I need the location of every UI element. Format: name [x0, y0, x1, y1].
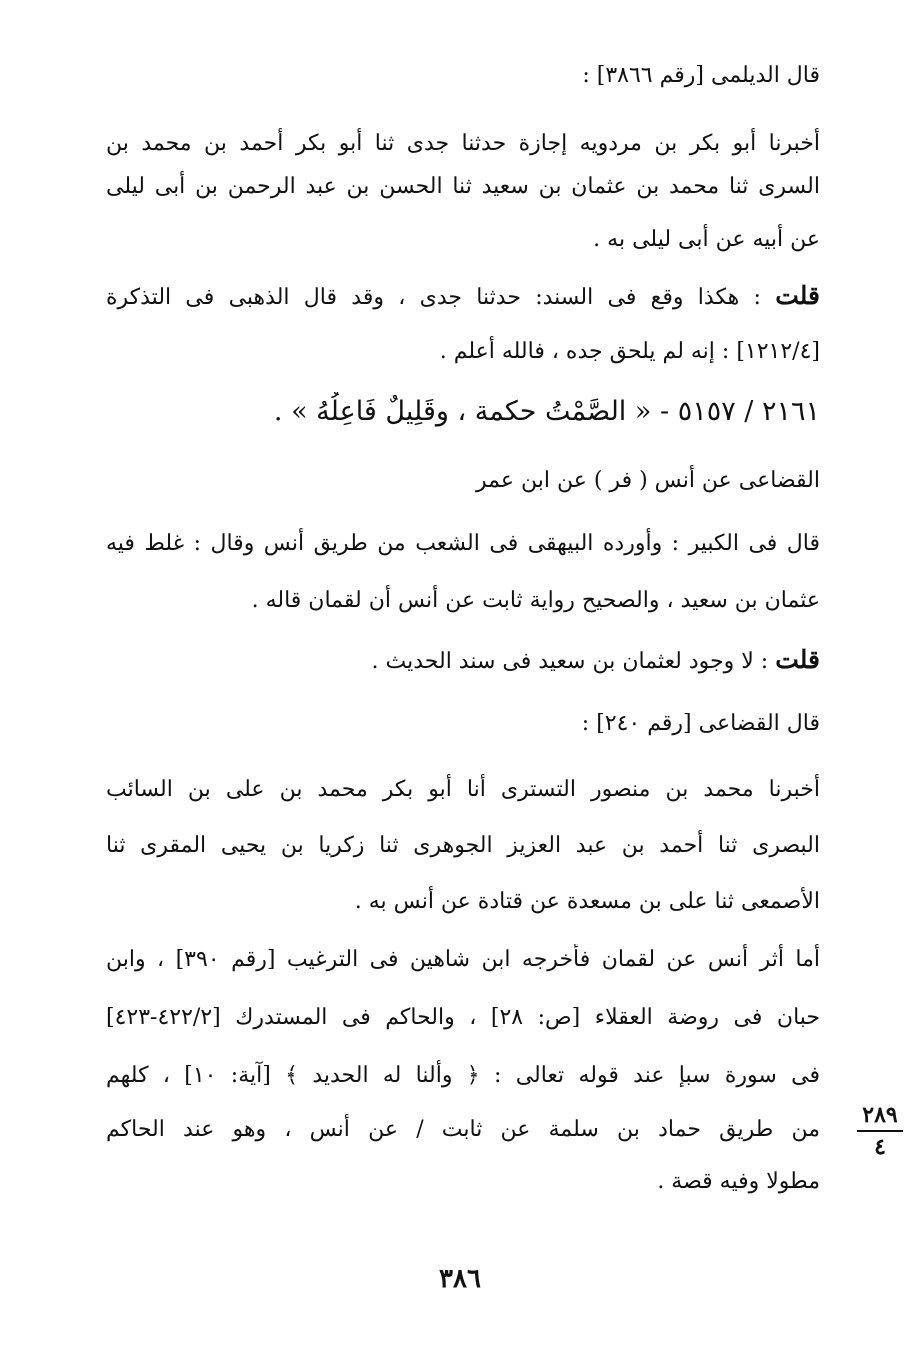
text-line: البصرى ثنا أحمد بن عبد العزيز الجوهرى ثنا زكريا بن يحيى المقرى ثنا — [106, 833, 820, 858]
margin-reference — [852, 1100, 908, 1162]
margin-reference-bottom: ٤ — [874, 1134, 886, 1160]
text-line: فى سورة سبإ عند قوله تعالى : ﴿ وألنا له الحديد ﴾ [آية: ١٠] ، كلهم — [106, 1063, 820, 1088]
text-line: أخبرنا أبو بكر بن مردويه إجازة حدثنا جدى ثنا أبو بكر أحمد بن محمد بن — [106, 131, 820, 156]
qult-separator: : — [753, 649, 776, 674]
text-line: قال القضاعى [رقم ٢٤٠] : — [581, 711, 820, 736]
text-line: أخبرنا محمد بن منصور التسترى أنا أبو بكر محمد بن على بن السائب — [106, 777, 820, 802]
text-line: السرى ثنا محمد بن عثمان بن سعيد ثنا الحسن بن عبد الرحمن بن أبى ليلى — [106, 174, 820, 199]
text-line: أما أثر أنس عن لقمان فأخرجه ابن شاهين فى الترغيب [رقم ٣٩٠] ، وابن — [106, 947, 820, 972]
qult-label: قلت — [775, 645, 820, 674]
text-line: [١٢١٢/٤] : إنه لم يلحق جده ، فالله أعلم . — [439, 339, 820, 364]
text-line: قال الديلمى [رقم ٣٨٦٦] : — [582, 63, 820, 88]
text-line: لا وجود لعثمان بن سعيد فى سند الحديث . — [371, 649, 754, 674]
qult-paragraph-line — [106, 280, 820, 314]
text-line: الأصمعى ثنا على بن مسعدة عن قتادة عن أنس به . — [354, 889, 820, 914]
text-line: حبان فى روضة العقلاء [ص: ٢٨] ، والحاكم فى المستدرك [٤٢٢/٢-٤٢٣] — [106, 1005, 820, 1030]
page-number: ٣٨٦ — [439, 1264, 481, 1294]
qult-paragraph-line — [106, 644, 820, 678]
text-line: من طريق حماد بن سلمة عن ثابت / عن أنس ، وهو عند الحاكم — [106, 1117, 820, 1142]
qult-separator: : — [739, 285, 776, 310]
text-line: عثمان بن سعيد ، والصحيح رواية ثابت عن أنس أن لقمان قاله . — [251, 588, 820, 613]
text-line: هكذا وقع فى السند: حدثنا جدى ، وقد قال الذهبى فى التذكرة — [106, 285, 740, 310]
hadith-heading: ٢١٦١ / ٥١٥٧ - « الصَّمْتُ حكمة ، وقَلِيلٌ فَاعِلُهُ » . — [273, 396, 820, 427]
text-line: مطولا وفيه قصة . — [657, 1169, 820, 1194]
text-line: القضاعى عن أنس ( فر ) عن ابن عمر — [476, 468, 820, 493]
text-line: عن أبيه عن أبى ليلى به . — [593, 227, 820, 252]
margin-reference-top: ٢٨٩ — [862, 1102, 898, 1128]
text-line: قال فى الكبير : وأورده البيهقى فى الشعب من طريق أنس وقال : غلط فيه — [106, 531, 820, 556]
qult-label: قلت — [775, 281, 820, 310]
